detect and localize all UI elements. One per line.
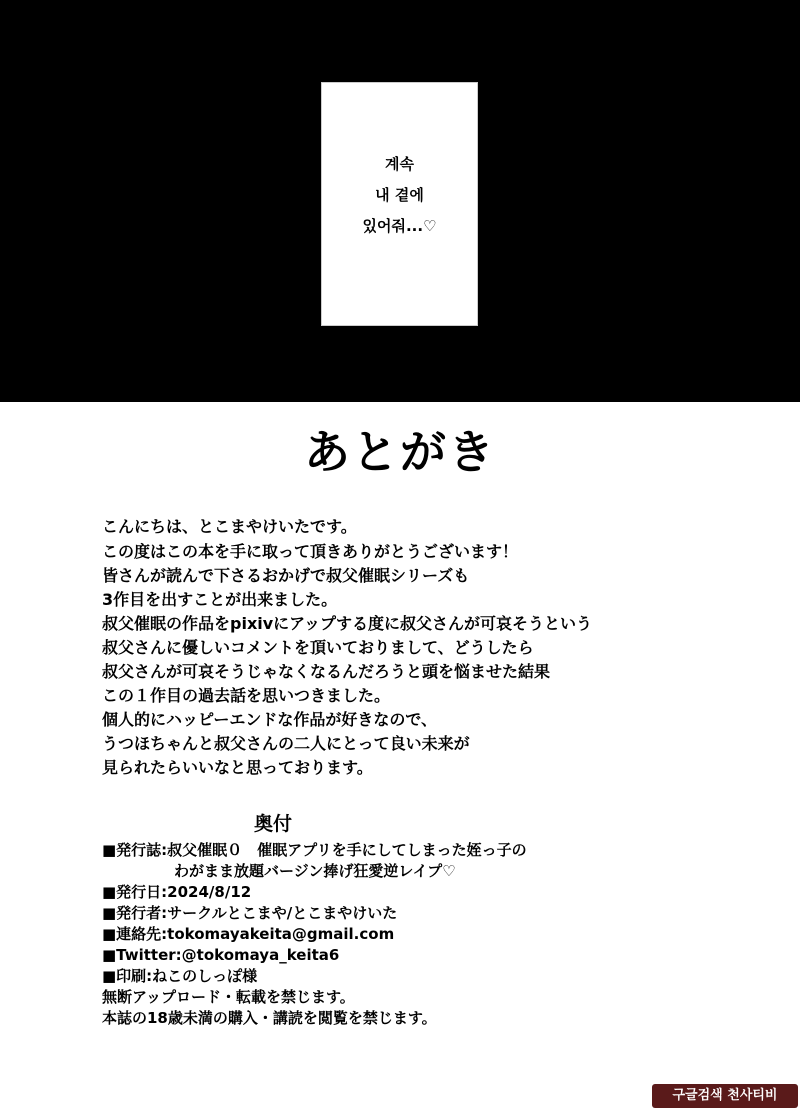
watermark-badge: 구글검색 천사티비 (652, 1084, 798, 1108)
afterword-line: うつほちゃんと叔父さんの二人にとって良い未来が (102, 734, 470, 753)
speech-line: 내 곁에 (375, 186, 424, 204)
afterword-line: 個人的にハッピーエンドな作品が好きなので、 (102, 710, 438, 729)
colophon-line: ■Twitter:@tokomaya_keita6 (102, 946, 340, 964)
afterword-line: 3作目を出すことが出来ました。 (102, 590, 338, 609)
afterword-line: 叔父催眠の作品をpixivにアップする度に叔父さんが可哀そうという (102, 614, 593, 633)
colophon-line: 無断アップロード・転載を禁じます。 (102, 988, 355, 1006)
colophon-line: ■発行日:2024/8/12 (102, 883, 252, 901)
afterword-line: 見られたらいいなと思っております。 (102, 758, 373, 777)
top-black-panel (0, 0, 800, 402)
speech-line: 있어줘...♡ (362, 217, 437, 235)
afterword-line: 皆さんが読んで下さるおかげで叔父催眠シリーズも (102, 566, 470, 585)
colophon-line: ■連絡先:tokomayakeita@gmail.com (102, 925, 395, 943)
colophon-line: ■発行誌:叔父催眠０ 催眠アプリを手にしてしまった姪っ子の (102, 841, 527, 859)
afterword-line: この１作目の過去話を思いつきました。 (102, 686, 391, 705)
colophon-line: ■印刷:ねこのしっぽ様 (102, 967, 258, 985)
speech-box (321, 82, 478, 326)
colophon-line: わがまま放題バージン捧げ狂愛逆レイプ♡ (174, 862, 456, 880)
afterword-line: こんにちは、とこまやけいたです。 (102, 517, 357, 536)
speech-line: 계속 (385, 155, 414, 173)
afterword-line: 叔父さんに優しいコメントを頂いておりまして、どうしたら (102, 638, 534, 657)
afterword-line: この度はこの本を手に取って頂きありがとうございます！ (102, 542, 519, 561)
colophon-line: ■発行者:サークルとこまや/とこまやけいた (102, 904, 398, 922)
colophon-heading: 奥付 (254, 813, 293, 835)
afterword-title: あとがき (304, 425, 496, 479)
colophon-line: 本誌の18歳未満の購入・講読を閲覧を禁じます。 (102, 1009, 437, 1027)
afterword-line: 叔父さんが可哀そうじゃなくなるんだろうと頭を悩ませた結果 (102, 662, 551, 681)
